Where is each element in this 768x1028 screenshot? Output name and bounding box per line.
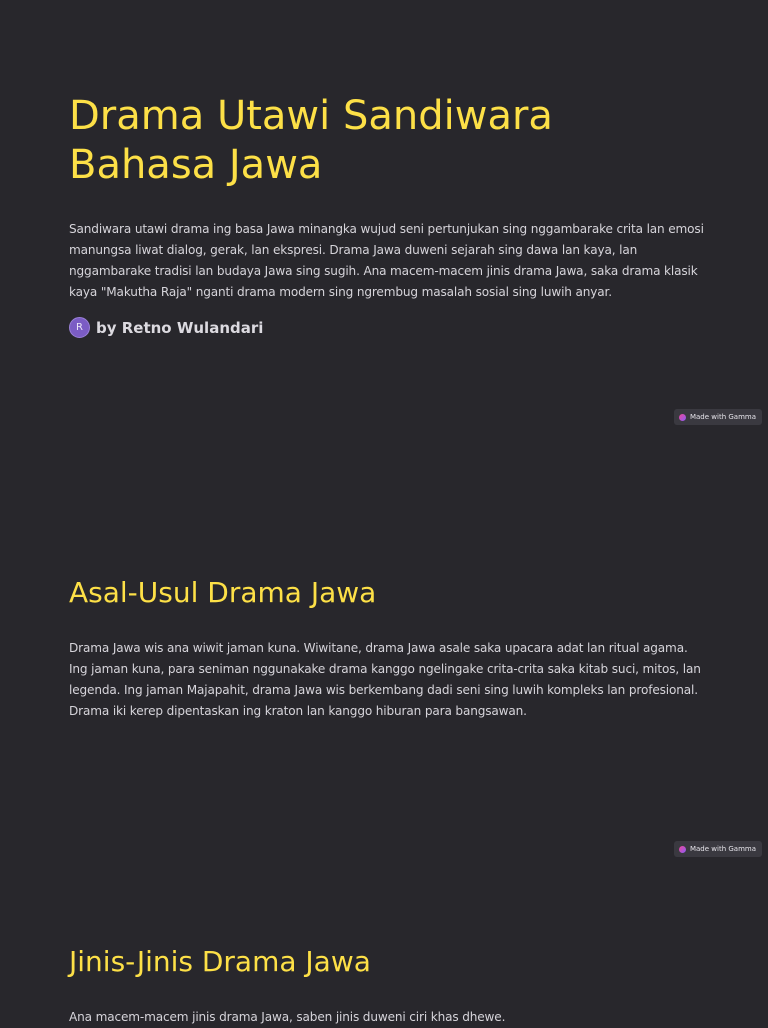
types-paragraph: Ana macem-macem jinis drama Jawa, saben jinis duweni ciri khas dhewe. <box>69 1010 506 1024</box>
section-title-origin: Asal-Usul Drama Jawa <box>69 576 377 609</box>
author-name: by Retno Wulandari <box>96 318 264 337</box>
badge-label: Made with Gamma <box>689 413 756 421</box>
avatar: R <box>69 317 90 338</box>
made-with-gamma-badge[interactable] <box>674 841 762 857</box>
intro-paragraph: Sandiwara utawi drama ing basa Jawa minangka wujud seni pertunjukan sing nggambarake crita lan emosi manungsa liwat dialog, gerak, lan ekspresi. Drama Jawa duweni sejarah sing dawa lan kaya, lan nggambarake tradisi lan budaya Jawa sing sugih. Ana macem-macem jinis drama Jawa, saka drama klasik kaya "Makutha Raja" nganti drama modern sing ngrembug masalah sosial sing luwih anyar. <box>69 222 704 299</box>
origin-paragraph: Drama Jawa wis ana wiwit jaman kuna. Wiwitane, drama Jawa asale saka upacara adat lan ritual agama. Ing jaman kuna, para seniman nggunakake drama kanggo ngelingake crita-crita saka kitab suci, mitos, lan legenda. Ing jaman Majapahit, drama Jawa wis berkembang dadi seni sing luwih kompleks lan profesional. Drama iki kerep dipentaskan ing kraton lan kanggo hiburan para bangsawan. <box>69 641 701 718</box>
made-with-gamma-badge[interactable] <box>674 409 762 425</box>
badge-label: Made with Gamma <box>689 845 756 853</box>
gamma-logo-icon <box>679 846 686 853</box>
author-byline <box>69 317 263 338</box>
page-title: Drama Utawi Sandiwara Bahasa Jawa <box>69 93 553 188</box>
section-title-types: Jinis-Jinis Drama Jawa <box>69 945 371 978</box>
gamma-logo-icon <box>679 414 686 421</box>
